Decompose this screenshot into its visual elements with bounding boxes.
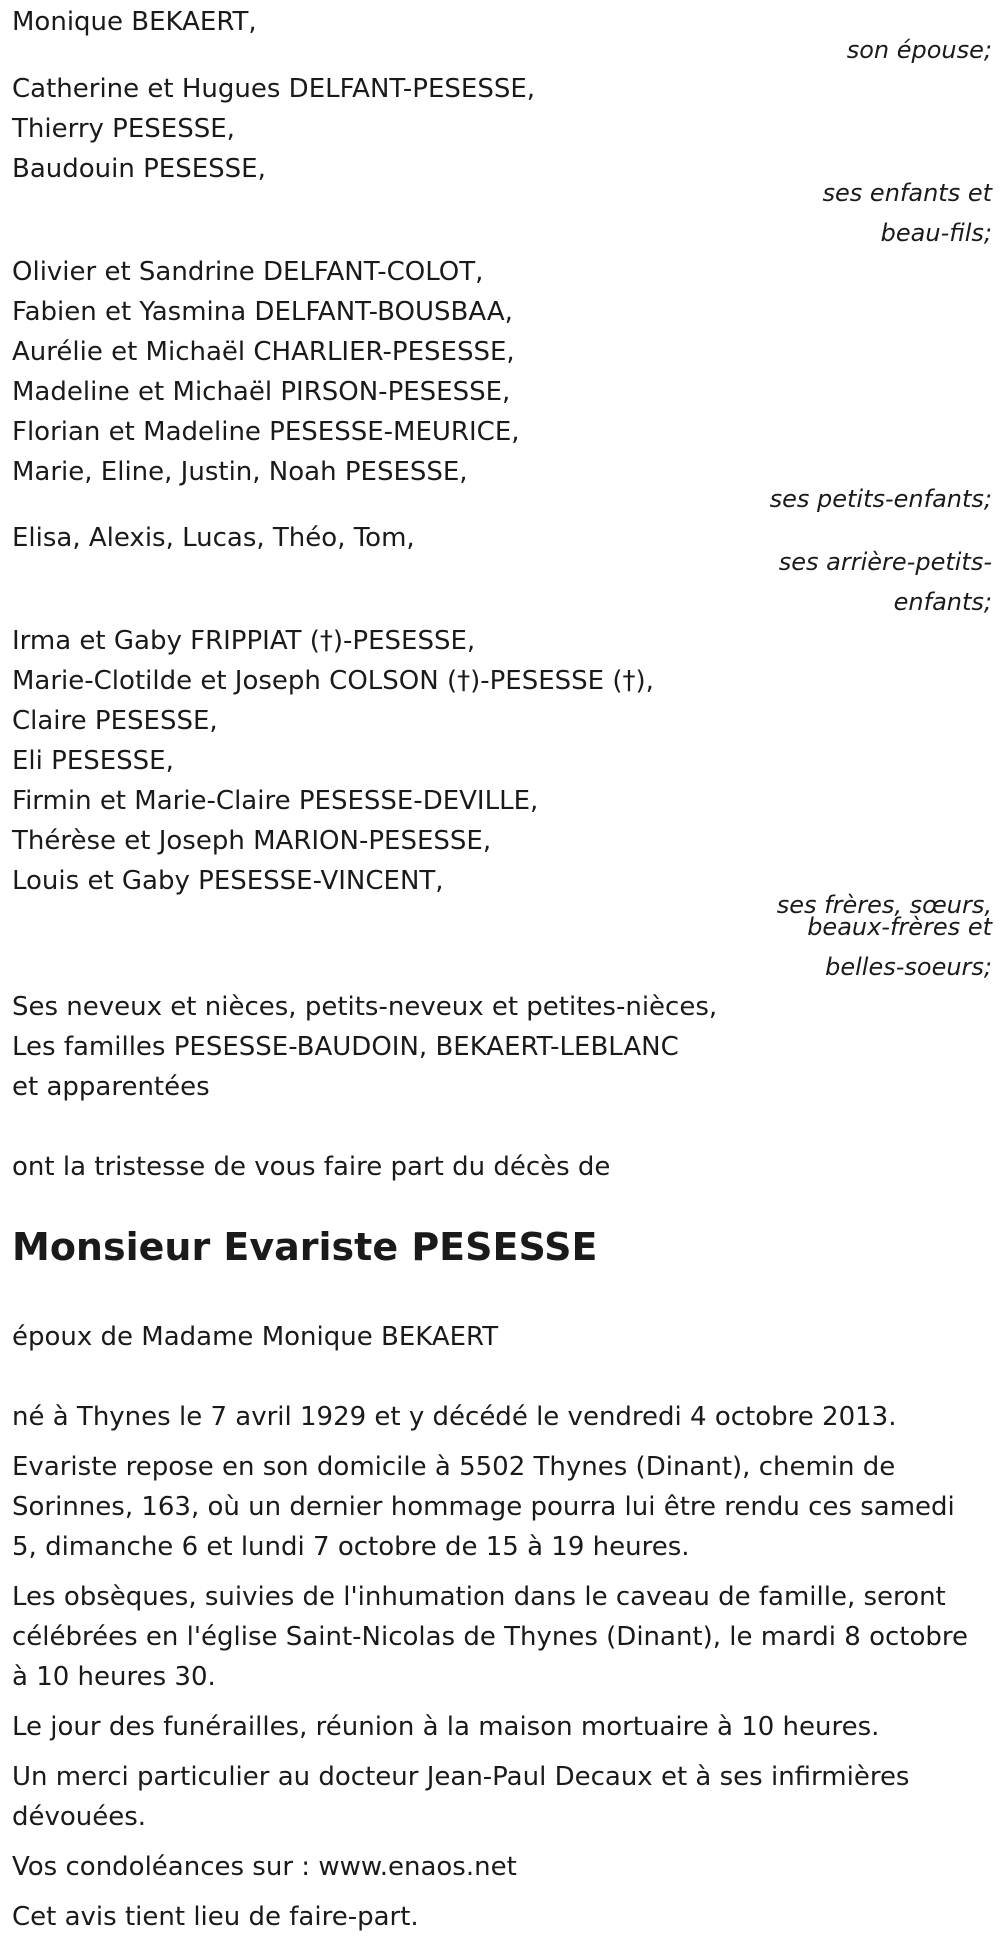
- child-name: Catherine et Hugues DELFANT-PESESSE,: [12, 74, 536, 104]
- thanks-line: Un merci particulier au docteur Jean-Paul Decaux et à ses infirmières: [12, 1762, 910, 1792]
- deceased-name: Monsieur Evariste PESESSE: [12, 1225, 598, 1269]
- funeral-line: à 10 heures 30.: [12, 1662, 216, 1692]
- viewing-line: Evariste repose en son domicile à 5502 Thynes (Dinant), chemin de: [12, 1452, 896, 1482]
- great-grandchildren-role-line: ses arrière-petits-: [778, 548, 992, 576]
- funeral-line: célébrées en l'église Saint-Nicolas de Thynes (Dinant), le mardi 8 octobre: [12, 1622, 968, 1652]
- spouse-name: Monique BEKAERT,: [12, 7, 257, 37]
- grandchild-name: Marie, Eline, Justin, Noah PESESSE,: [12, 457, 468, 487]
- grandchild-name: Madeline et Michaël PIRSON-PESESSE,: [12, 377, 511, 407]
- relatives-line: et apparentées: [12, 1072, 210, 1102]
- grandchildren-role: ses petits-enfants;: [769, 485, 992, 513]
- spouse-role: son épouse;: [846, 36, 992, 64]
- viewing-line: 5, dimanche 6 et lundi 7 octobre de 15 à 19 heures.: [12, 1532, 690, 1562]
- great-grandchild-names: Elisa, Alexis, Lucas, Théo, Tom,: [12, 523, 415, 553]
- condolences-line: Vos condoléances sur : www.enaos.net: [12, 1852, 517, 1882]
- child-name: Thierry PESESSE,: [12, 114, 235, 144]
- sibling-name: Claire PESESSE,: [12, 706, 218, 736]
- grandchild-name: Florian et Madeline PESESSE-MEURICE,: [12, 417, 520, 447]
- siblings-role-line: belles-soeurs;: [825, 953, 992, 981]
- sibling-name: Louis et Gaby PESESSE-VINCENT,: [12, 866, 444, 896]
- spouse-line: époux de Madame Monique BEKAERT: [12, 1322, 499, 1352]
- great-grandchildren-role-line: enfants;: [893, 588, 992, 616]
- viewing-line: Sorinnes, 163, où un dernier hommage pourra lui être rendu ces samedi: [12, 1492, 955, 1522]
- birth-death-line: né à Thynes le 7 avril 1929 et y décédé le vendredi 4 octobre 2013.: [12, 1402, 897, 1432]
- funeral-line: Les obsèques, suivies de l'inhumation dans le caveau de famille, seront: [12, 1582, 946, 1612]
- notice-line: Cet avis tient lieu de faire-part.: [12, 1902, 419, 1932]
- sibling-name: Marie-Clotilde et Joseph COLSON (†)-PESESSE (†),: [12, 666, 654, 696]
- grandchild-name: Aurélie et Michaël CHARLIER-PESESSE,: [12, 337, 515, 367]
- child-name: Baudouin PESESSE,: [12, 154, 266, 184]
- children-role-line: ses enfants et: [822, 179, 992, 207]
- grandchild-name: Fabien et Yasmina DELFANT-BOUSBAA,: [12, 297, 513, 327]
- grandchild-name: Olivier et Sandrine DELFANT-COLOT,: [12, 257, 484, 287]
- relatives-line: Ses neveux et nièces, petits-neveux et petites-nièces,: [12, 992, 718, 1022]
- sibling-name: Firmin et Marie-Claire PESESSE-DEVILLE,: [12, 786, 539, 816]
- siblings-role-line: ses frères, sœurs,: [776, 891, 992, 919]
- reunion-line: Le jour des funérailles, réunion à la maison mortuaire à 10 heures.: [12, 1712, 880, 1742]
- siblings-role-line: beaux-frères et: [807, 913, 992, 941]
- relatives-line: Les familles PESESSE-BAUDOIN, BEKAERT-LEBLANC: [12, 1032, 679, 1062]
- children-role-line: beau-fils;: [880, 219, 992, 247]
- sibling-name: Irma et Gaby FRIPPIAT (†)-PESESSE,: [12, 626, 476, 656]
- announcement-text: ont la tristesse de vous faire part du décès de: [12, 1152, 611, 1182]
- thanks-line: dévouées.: [12, 1802, 147, 1832]
- sibling-name: Eli PESESSE,: [12, 746, 174, 776]
- sibling-name: Thérèse et Joseph MARION-PESESSE,: [12, 826, 492, 856]
